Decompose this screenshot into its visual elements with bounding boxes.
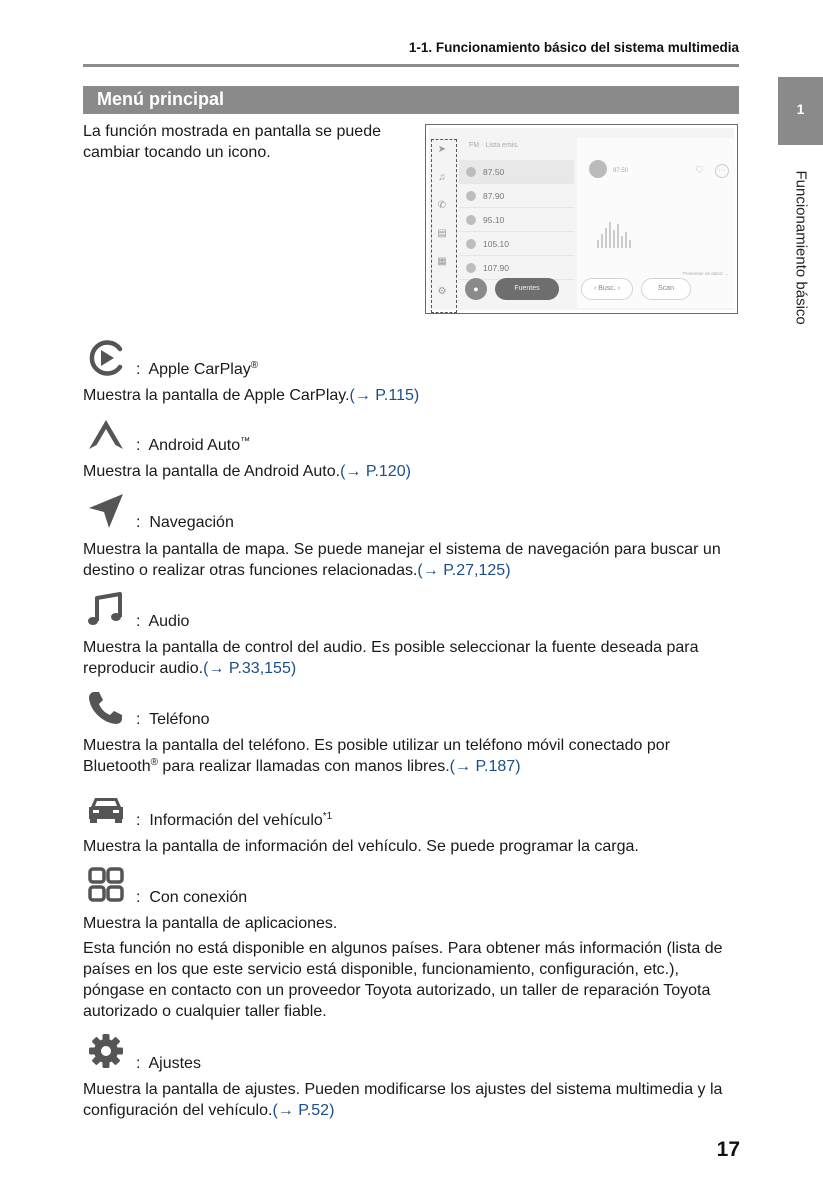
- audio-icon: [86, 590, 126, 630]
- radio-icon: [466, 191, 476, 201]
- chapter-tab: [778, 77, 823, 145]
- page-number: 17: [716, 1138, 740, 1161]
- apple-carplay-icon: [86, 338, 126, 378]
- chapter-label: Funcionamiento básico: [792, 170, 810, 325]
- screen-list-header: FM · Lista emis.: [469, 142, 519, 149]
- page-reference-link[interactable]: (→ P.33,155): [203, 660, 297, 677]
- settings-description: Muestra la pantalla de ajustes. Pueden modificarse los ajustes del sistema multimedia y la configuración del vehículo.(→ P.52): [83, 1081, 723, 1119]
- settings-gear-icon: [86, 1031, 126, 1071]
- page-reference-link[interactable]: (→ P.187): [449, 758, 521, 775]
- page-reference-link[interactable]: (→ P.52): [272, 1102, 335, 1119]
- vehicle-info-icon: ▤: [437, 228, 447, 239]
- navigation-icon: [86, 491, 126, 531]
- connected-apps-description: Muestra la pantalla de aplicaciones.: [83, 915, 338, 932]
- audio-description: Muestra la pantalla de control del audio. Es posible seleccionar la fuente deseada para reproducir audio.(→ P.33,155): [83, 639, 699, 677]
- android-auto-icon: [86, 414, 126, 454]
- chapter-number: 1: [796, 101, 805, 117]
- heart-icon: ♡: [695, 165, 704, 176]
- radio-icon: [466, 239, 476, 249]
- phone-description: Muestra la pantalla del teléfono. Es posible utilizar un teléfono móvil conectado por Bluetooth® para realizar llamadas con manos libres.(→ P.187): [83, 737, 671, 775]
- settings-title: : Ajustes: [136, 1055, 201, 1072]
- screen-display: [429, 128, 734, 310]
- apple-carplay-description: Muestra la pantalla de Apple CarPlay.(→ P.115): [83, 387, 420, 404]
- navigation-description: Muestra la pantalla de mapa. Se puede manejar el sistema de navegación para buscar un destino o realizar otras funciones relacionadas.(→ P.27,125): [83, 541, 721, 579]
- connected-apps-title: : Con conexión: [136, 889, 248, 906]
- station-list: [459, 160, 574, 280]
- station-frequency: 105.10: [483, 239, 509, 249]
- navigation-title: : Navegación: [136, 514, 234, 531]
- audio-title: : Audio: [136, 613, 190, 630]
- microphone-icon: ●: [465, 278, 487, 300]
- station-item: [459, 256, 574, 280]
- waveform-icon: [597, 220, 637, 248]
- scan-button: Scan: [641, 278, 691, 300]
- station-frequency: 87.50: [483, 167, 505, 177]
- audio-icon: ♫: [438, 172, 446, 183]
- navigation-icon: ➤: [437, 144, 447, 155]
- android-auto-description: Muestra la pantalla de Android Auto.(→ P.120): [83, 463, 411, 480]
- page-reference-link[interactable]: (→ P.115): [349, 387, 420, 404]
- data-provider-text: Proveedor de datos: ...: [683, 271, 729, 276]
- header-rule: [83, 64, 739, 67]
- radio-icon: [466, 167, 476, 177]
- connected-apps-icon: ▦: [437, 256, 447, 267]
- android-auto-title: : Android Auto™: [136, 436, 251, 454]
- vehicle-info-icon: [86, 789, 126, 829]
- station-item: [459, 184, 574, 208]
- section-title: Menú principal: [97, 89, 225, 109]
- phone-title: : Teléfono: [136, 711, 210, 728]
- now-playing-frequency: 87.50: [613, 168, 629, 174]
- connected-apps-availability-note: Esta función no está disponible en algunos países. Para obtener más información (lista de países en los que este servicio está disponible, funcionamiento, configuración, etc.), póngase en contacto con un proveedor Toyota autorizado, un taller de reparación Toyota autorizado o cualquier taller fiable.: [83, 940, 723, 1020]
- busc-button: ‹ Busc. ›: [581, 278, 633, 300]
- page-reference-link[interactable]: (→ P.27,125): [417, 562, 511, 579]
- radio-icon: [466, 215, 476, 225]
- page-reference-link[interactable]: (→ P.120): [340, 463, 411, 480]
- settings-gear-icon: ⚙: [437, 286, 447, 297]
- apple-carplay-title: : Apple CarPlay®: [136, 360, 259, 378]
- station-frequency: 95.10: [483, 215, 505, 225]
- fuentes-button: Fuentes: [495, 278, 559, 300]
- intro-text: La función mostrada en pantalla se puede cambiar tocando un icono.: [83, 123, 381, 161]
- vehicle-info-description: Muestra la pantalla de información del vehículo. Se puede programar la carga.: [83, 838, 639, 855]
- section-heading: [83, 86, 739, 114]
- connected-apps-icon: [86, 865, 126, 905]
- station-item: [459, 160, 574, 184]
- station-frequency: 87.90: [483, 191, 505, 201]
- screen-illustration: [425, 124, 738, 314]
- station-item: [459, 232, 574, 256]
- phone-icon: [86, 688, 126, 728]
- running-header: 1-1. Funcionamiento básico del sistema multimedia: [408, 40, 739, 55]
- vehicle-info-title: : Información del vehículo$^{*1}$: [136, 811, 333, 829]
- radio-icon: [466, 263, 476, 273]
- more-icon: ···: [715, 164, 729, 178]
- station-logo-icon: [589, 160, 607, 178]
- station-item: [459, 208, 574, 232]
- phone-icon: ✆: [437, 200, 447, 211]
- station-frequency: 107.90: [483, 263, 509, 273]
